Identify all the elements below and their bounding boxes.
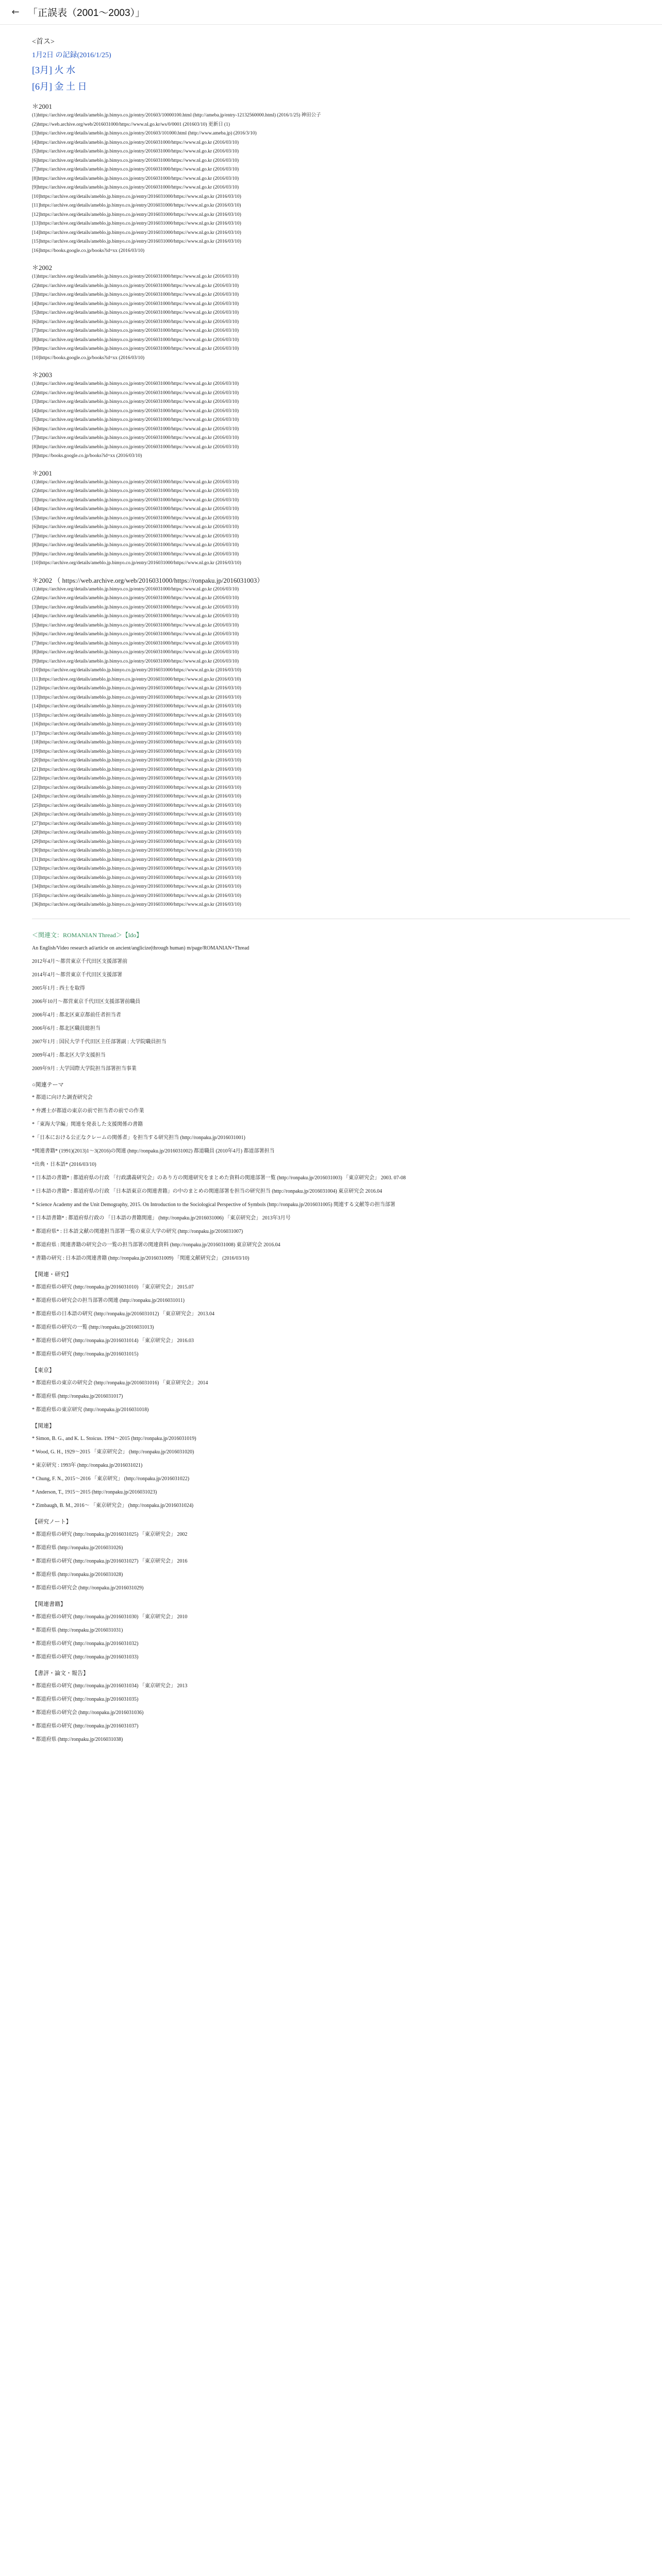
reference-item[interactable]: [9]https://archive.org/details/ameblo.jp.bimyo.co.jp/entry/2016031000/https://www.nl.go.kr (2016/03/10) xyxy=(32,551,239,557)
timeline-item: 2006年6月 : 都北区職員総担当 xyxy=(32,1025,101,1031)
reference-item[interactable]: (2)https://archive.org/details/ameblo.jp.bimyo.co.jp/entry/2016031000/https://www.nl.go.kr (2016/03/10) xyxy=(32,283,239,289)
sub-section-item[interactable]: * 都道府県の研究の一覧 (http://ronpaku.jp/2016031013) xyxy=(32,1324,154,1330)
timeline-item: 2012年4月〜都営東京千代田区支援部署前 xyxy=(32,958,127,964)
reference-item[interactable]: [36]https://archive.org/details/ameblo.jp.bimyo.co.jp/entry/2016031000/https://www.nl.go.kr (2016/03/10) xyxy=(32,902,241,907)
sub-section-item[interactable]: * 都道府県 (http://ronpaku.jp/2016031031) xyxy=(32,1627,123,1633)
sub-section-item[interactable]: * Simon, B. G., and K. L. Stoicus. 1994〜2015 (http://ronpaku.jp/2016031019) xyxy=(32,1435,196,1442)
reference-item[interactable]: [5]https://archive.org/details/ameblo.jp.bimyo.co.jp/entry/2016031000/https://www.nl.go.kr (2016/03/10) xyxy=(32,417,239,422)
sub-section-item[interactable]: * 都道府県の研究 (http://ronpaku.jp/2016031014) 「東京研究会」 2016.03 xyxy=(32,1337,194,1344)
reference-item[interactable]: [10]https://archive.org/details/ameblo.jp.bimyo.co.jp/entry/2016031000/https://www.nl.go.kr (2016/03/10) xyxy=(32,194,241,199)
sub-section-item[interactable]: * 都道府県の研究 (http://ronpaku.jp/2016031035) xyxy=(32,1696,139,1702)
summary-item: *「東海大学編」関連を発表した支援関係の書籍 xyxy=(32,1121,143,1127)
reference-item[interactable]: [3]https://archive.org/details/ameblo.jp.bimyo.co.jp/entry/2016031000/https://www.nl.go.kr (2016/03/10) xyxy=(32,399,239,404)
sub-section-item[interactable]: * 都道府県の研究会 (http://ronpaku.jp/2016031036) xyxy=(32,1709,144,1716)
paragraph: * 都道府県* : 日本語文献の関連担当部署一覧の東京大学の研究 (http://ronpaku.jp/2016031007) xyxy=(32,1228,243,1234)
sub-section-head: 【関連書籍】 xyxy=(32,1601,66,1607)
timeline-item: 2006年4月 : 都北区東京都前任者担当者 xyxy=(32,1012,121,1018)
reference-item[interactable]: [7]https://archive.org/details/ameblo.jp.bimyo.co.jp/entry/2016031000/https://www.nl.go.kr (2016/03/10) xyxy=(32,533,239,539)
summary-item: *「日本における公正なクレームの関係者」を担当する研究担当 (http://ronpaku.jp/2016031001) xyxy=(32,1134,245,1141)
toc-item[interactable]: [6月] 金 土 日 xyxy=(32,81,87,92)
reference-item[interactable]: [9]https://archive.org/details/ameblo.jp.bimyo.co.jp/entry/2016031000/https://www.nl.go.kr (2016/03/10) xyxy=(32,658,239,664)
sub-section-item[interactable]: * 都道府県の研究 (http://ronpaku.jp/2016031015) xyxy=(32,1351,139,1357)
reference-item[interactable]: [10]https://archive.org/details/ameblo.jp.bimyo.co.jp/entry/2016031000/https://www.nl.go.kr (2016/03/10) xyxy=(32,668,241,673)
reference-item[interactable]: [19]https://archive.org/details/ameblo.jp.bimyo.co.jp/entry/2016031000/https://www.nl.go.kr (2016/03/10) xyxy=(32,749,241,754)
reference-item[interactable]: [29]https://archive.org/details/ameblo.jp.bimyo.co.jp/entry/2016031000/https://www.nl.go.kr (2016/03/10) xyxy=(32,839,241,844)
reference-sections xyxy=(32,101,630,909)
reference-item[interactable]: [10]https://books.google.co.jp/books?id=xx (2016/03/10) xyxy=(32,355,145,361)
reference-item[interactable]: [23]https://archive.org/details/ameblo.jp.bimyo.co.jp/entry/2016031000/https://www.nl.go.kr (2016/03/10) xyxy=(32,785,241,790)
top-bar xyxy=(0,0,662,25)
reference-item[interactable]: [16]https://books.google.co.jp/books?id=xx (2016/03/10) xyxy=(32,248,145,253)
reference-item[interactable]: [35]https://archive.org/details/ameblo.jp.bimyo.co.jp/entry/2016031000/https://www.nl.go.kr (2016/03/10) xyxy=(32,893,241,899)
reference-item[interactable]: [21]https://archive.org/details/ameblo.jp.bimyo.co.jp/entry/2016031000/https://www.nl.go.kr (2016/03/10) xyxy=(32,767,241,772)
table-of-contents xyxy=(32,36,630,93)
reference-item[interactable]: [8]https://archive.org/details/ameblo.jp.bimyo.co.jp/entry/2016031000/https://www.nl.go.kr (2016/03/10) xyxy=(32,650,239,655)
sub-section-item[interactable]: * 東京研究 : 1993年 (http://ronpaku.jp/2016031021) xyxy=(32,1462,143,1468)
reference-item[interactable]: (1)https://archive.org/details/ameblo.jp.bimyo.co.jp/entry/2016031000/https://www.nl.go.kr (2016/03/10) xyxy=(32,381,239,386)
sub-section-item[interactable]: * Zimbaugh, B. M., 2016〜 「東京研究会」 (http://ronpaku.jp/2016031024) xyxy=(32,1502,194,1509)
timeline-item: 2009年4月 : 都北区大学支援担当 xyxy=(32,1052,106,1058)
reference-item[interactable]: [8]https://archive.org/details/ameblo.jp.bimyo.co.jp/entry/2016031000/https://www.nl.go.kr (2016/03/10) xyxy=(32,543,239,548)
timeline-item: 2009年9月 : 大学国際大学院担当部署担当事業 xyxy=(32,1065,137,1072)
section-head: ＊2002 xyxy=(32,264,53,272)
section-head: ＊2001 xyxy=(32,103,53,110)
reference-item[interactable]: [3]https://archive.org/details/ameblo.jp.bimyo.co.jp/entry/201603/101000.html (http://www.ameba.jp) (2016/3/10) xyxy=(32,131,257,136)
paragraph: * 日本語の書籍* : 都道府県の行政 「行政講義研究会」のあり方の関連研究をまとめた資料の関連部署一覧 (http://ronpaku.jp/2016031003) 「東京研究会」 2003. 07-08 xyxy=(32,1175,406,1181)
reference-item[interactable]: [4]https://archive.org/details/ameblo.jp.bimyo.co.jp/entry/2016031000/https://www.nl.go.kr (2016/03/10) xyxy=(32,506,239,512)
reference-item[interactable]: [3]https://archive.org/details/ameblo.jp.bimyo.co.jp/entry/2016031000/https://www.nl.go.kr (2016/03/10) xyxy=(32,292,239,297)
sub-section-head: 【書評・論文・報告】 xyxy=(32,1670,89,1676)
reference-item[interactable]: [30]https://archive.org/details/ameblo.jp.bimyo.co.jp/entry/2016031000/https://www.nl.go.kr (2016/03/10) xyxy=(32,848,241,853)
back-arrow-icon[interactable]: ← xyxy=(11,7,20,18)
summary-list xyxy=(32,1094,630,1169)
reference-item[interactable]: [14]https://archive.org/details/ameblo.jp.bimyo.co.jp/entry/2016031000/https://www.nl.go.kr (2016/03/10) xyxy=(32,230,241,235)
paragraph: * 都道府県 : 関連書籍の研究会の一覧の担当部署の関連資料 (http://ronpaku.jp/2016031008) 東京研究会 2016.04 xyxy=(32,1242,280,1248)
reference-item[interactable]: [11]https://archive.org/details/ameblo.jp.bimyo.co.jp/entry/2016031000/https://www.nl.go.kr (2016/03/10) xyxy=(32,203,241,208)
reference-item[interactable]: [18]https://archive.org/details/ameblo.jp.bimyo.co.jp/entry/2016031000/https://www.nl.go.kr (2016/03/10) xyxy=(32,740,241,745)
toc-item[interactable]: 1月2日 の記録(2016/1/25) xyxy=(32,52,111,59)
reference-item[interactable]: [10]https://archive.org/details/ameblo.jp.bimyo.co.jp/entry/2016031000/https://www.nl.go.kr (2016/03/10) xyxy=(32,561,241,566)
notes-section xyxy=(32,930,630,1744)
sub-section-item[interactable]: * Anderson, T., 1915〜2015 (http://ronpaku.jp/2016031023) xyxy=(32,1489,157,1495)
reference-item[interactable]: [7]https://archive.org/details/ameblo.jp.bimyo.co.jp/entry/2016031000/https://www.nl.go.kr (2016/03/10) xyxy=(32,640,239,646)
sub-section-item[interactable]: * Wood, G. H., 1929〜2015 「東京研究会」 (http://ronpaku.jp/2016031020) xyxy=(32,1449,194,1455)
timeline-item: 2007年1月 : 国民大学千代田区主任部署副 : 大学院職員担当 xyxy=(32,1039,167,1045)
paragraph: * 日本語の書籍* : 都道府県の行政 「日本語東京の関連書籍」の中のまとめの関連部署を担当の研究担当 (http://ronpaku.jp/2016031004) 東京研究会 2016.04 xyxy=(32,1188,383,1194)
reference-item[interactable]: [5]https://archive.org/details/ameblo.jp.bimyo.co.jp/entry/2016031000/https://www.nl.go.kr (2016/03/10) xyxy=(32,515,239,521)
reference-item[interactable]: [6]https://archive.org/details/ameblo.jp.bimyo.co.jp/entry/2016031000/https://www.nl.go.kr (2016/03/10) xyxy=(32,426,239,432)
paragraph: * 書籍の研究 : 日本語の関連書籍 (http://ronpaku.jp/2016031009) 「関連文献研究会」 (2016/03/10) xyxy=(32,1255,250,1261)
reference-item[interactable]: (1)https://archive.org/details/ameblo.jp.bimyo.co.jp/entry/201603/10000100.html (http://ameba.jp/entry-12132560000.html) (2016/1/25) 神田公子 xyxy=(32,113,321,118)
toc-head: <首ス> xyxy=(32,38,55,46)
reference-item[interactable]: [31]https://archive.org/details/ameblo.jp.bimyo.co.jp/entry/2016031000/https://www.nl.go.kr (2016/03/10) xyxy=(32,857,241,862)
reference-item[interactable]: [34]https://archive.org/details/ameblo.jp.bimyo.co.jp/entry/2016031000/https://www.nl.go.kr (2016/03/10) xyxy=(32,884,241,889)
reference-item[interactable]: [13]https://archive.org/details/ameblo.jp.bimyo.co.jp/entry/2016031000/https://www.nl.go.kr (2016/03/10) xyxy=(32,694,241,700)
reference-item[interactable]: [3]https://archive.org/details/ameblo.jp.bimyo.co.jp/entry/2016031000/https://www.nl.go.kr (2016/03/10) xyxy=(32,604,239,610)
sub-section-item[interactable]: * 都道府県の研究 (http://ronpaku.jp/2016031030) 「東京研究会」 2010 xyxy=(32,1614,188,1620)
reference-item[interactable]: [15]https://archive.org/details/ameblo.jp.bimyo.co.jp/entry/2016031000/https://www.nl.go.kr (2016/03/10) xyxy=(32,713,241,718)
paragraph-list xyxy=(32,1174,630,1263)
sub-section-item[interactable]: * Chung, F. N., 2015〜2016 「東京研究」 (http://ronpaku.jp/2016031022) xyxy=(32,1476,190,1482)
sub-section-head: 【関連・研究】 xyxy=(32,1271,72,1278)
sub-section-item[interactable]: * 都道府県の研究 (http://ronpaku.jp/2016031037) xyxy=(32,1723,139,1729)
reference-item[interactable]: [13]https://archive.org/details/ameblo.jp.bimyo.co.jp/entry/2016031000/https://www.nl.go.kr (2016/03/10) xyxy=(32,221,241,226)
timeline-item: 2014年4月〜都営東京千代田区支援部署 xyxy=(32,972,122,978)
paragraph: * Science Academy and the Unit Demography, 2015. On Introduction to the Sociological Perspective of Symbols (http://ronpaku.jp/2016031005) 関連する文献等の担当部署 xyxy=(32,1201,395,1208)
section-head: ＊2003 xyxy=(32,371,53,379)
page-title: 「正誤表（2001〜2003）」 xyxy=(28,8,145,19)
reference-item[interactable]: [3]https://archive.org/details/ameblo.jp.bimyo.co.jp/entry/2016031000/https://www.nl.go.kr (2016/03/10) xyxy=(32,497,239,503)
sub-section-item[interactable]: * 都道府県の研究 (http://ronpaku.jp/2016031034) 「東京研究会」 2013 xyxy=(32,1683,188,1689)
reference-item[interactable]: [28]https://archive.org/details/ameblo.jp.bimyo.co.jp/entry/2016031000/https://www.nl.go.kr (2016/03/10) xyxy=(32,830,241,835)
reference-item[interactable]: [24]https://archive.org/details/ameblo.jp.bimyo.co.jp/entry/2016031000/https://www.nl.go.kr (2016/03/10) xyxy=(32,794,241,799)
reference-item[interactable]: [7]https://archive.org/details/ameblo.jp.bimyo.co.jp/entry/2016031000/https://www.nl.go.kr (2016/03/10) xyxy=(32,435,239,440)
timeline-list xyxy=(32,958,630,1073)
reference-item[interactable]: [33]https://archive.org/details/ameblo.jp.bimyo.co.jp/entry/2016031000/https://www.nl.go.kr (2016/03/10) xyxy=(32,875,241,880)
reference-item[interactable]: [5]https://archive.org/details/ameblo.jp.bimyo.co.jp/entry/2016031000/https://www.nl.go.kr (2016/03/10) xyxy=(32,622,239,628)
notes-head: ＜関連文：ROMANIAN Thread＞【ldo】 xyxy=(32,931,143,939)
sub-section-item[interactable]: * 都道府県の研究 (http://ronpaku.jp/2016031033) xyxy=(32,1654,139,1660)
sub-section-item[interactable]: * 都道府県 (http://ronpaku.jp/2016031017) xyxy=(32,1393,123,1399)
timeline-item: 2005年1月 : 西士を取得 xyxy=(32,985,85,991)
reference-item[interactable]: [17]https://archive.org/details/ameblo.jp.bimyo.co.jp/entry/2016031000/https://www.nl.go.kr (2016/03/10) xyxy=(32,731,241,736)
reference-item[interactable]: [16]https://archive.org/details/ameblo.jp.bimyo.co.jp/entry/2016031000/https://www.nl.go.kr (2016/03/10) xyxy=(32,722,241,727)
reference-item[interactable]: [14]https://archive.org/details/ameblo.jp.bimyo.co.jp/entry/2016031000/https://www.nl.go.kr (2016/03/10) xyxy=(32,704,241,709)
reference-item[interactable]: (1)https://archive.org/details/ameblo.jp.bimyo.co.jp/entry/2016031000/https://www.nl.go.kr (2016/03/10) xyxy=(32,586,239,592)
reference-item[interactable]: [9]https://archive.org/details/ameblo.jp.bimyo.co.jp/entry/2016031000/https://www.nl.go.kr (2016/03/10) xyxy=(32,185,239,190)
sub-section-item[interactable]: * 都道府県の日本語の研究 (http://ronpaku.jp/2016031012) 「東京研究会」 2013.04 xyxy=(32,1311,214,1317)
reference-item[interactable]: (2)https://archive.org/details/ameblo.jp.bimyo.co.jp/entry/2016031000/https://www.nl.go.kr (2016/03/10) xyxy=(32,596,239,601)
section-head: ＊2002 （ https://web.archive.org/web/2016031000/https://ronpaku.jp/2016031003） xyxy=(32,576,264,584)
reference-item[interactable]: [7]https://archive.org/details/ameblo.jp.bimyo.co.jp/entry/2016031000/https://www.nl.go.kr (2016/03/10) xyxy=(32,328,239,333)
sub-section-item[interactable]: * 都道府県の研究 (http://ronpaku.jp/2016031027) 「東京研究会」 2016 xyxy=(32,1558,188,1564)
reference-item[interactable]: (2)https://archive.org/details/ameblo.jp.bimyo.co.jp/entry/2016031000/https://www.nl.go.kr (2016/03/10) xyxy=(32,390,239,396)
sub-section-head: 【関連】 xyxy=(32,1422,55,1429)
reference-item[interactable]: [12]https://archive.org/details/ameblo.jp.bimyo.co.jp/entry/2016031000/https://www.nl.go.kr (2016/03/10) xyxy=(32,686,241,691)
sub-section-item[interactable]: * 都道府県 (http://ronpaku.jp/2016031026) xyxy=(32,1545,123,1551)
reference-item[interactable]: [6]https://archive.org/details/ameblo.jp.bimyo.co.jp/entry/2016031000/https://www.nl.go.kr (2016/03/10) xyxy=(32,319,239,325)
notes-intro: An English/Video research ad/article on ancient/anglicize(through human) m/page/ROMANIAN+Thread xyxy=(32,945,250,951)
reference-item[interactable]: [4]https://archive.org/details/ameblo.jp.bimyo.co.jp/entry/2016031000/https://www.nl.go.kr (2016/03/10) xyxy=(32,301,239,307)
reference-item[interactable]: [25]https://archive.org/details/ameblo.jp.bimyo.co.jp/entry/2016031000/https://www.nl.go.kr (2016/03/10) xyxy=(32,803,241,808)
reference-item[interactable]: [26]https://archive.org/details/ameblo.jp.bimyo.co.jp/entry/2016031000/https://www.nl.go.kr (2016/03/10) xyxy=(32,812,241,817)
reference-item[interactable]: [9]https://books.google.co.jp/books?id=xx (2016/03/10) xyxy=(32,453,142,459)
paragraph: * 日本語書籍* : 都道府県行政の 「日本語の書籍関連」 (http://ronpaku.jp/2016031006) 「東京研究会」 2013年3月号 xyxy=(32,1215,291,1221)
sub-section-item[interactable]: * 都道府県の研究 (http://ronpaku.jp/2016031025) 「東京研究会」 2002 xyxy=(32,1531,188,1537)
reference-item[interactable]: (1)https://archive.org/details/ameblo.jp.bimyo.co.jp/entry/2016031000/https://www.nl.go.kr (2016/03/10) xyxy=(32,479,239,485)
reference-item[interactable]: (2)https://web.archive.org/web/2016031000/https://www.nl.go.kr/ws/0/0001 (201603/10) 更新日 (1) xyxy=(32,122,230,127)
reference-item[interactable]: [15]https://archive.org/details/ameblo.jp.bimyo.co.jp/entry/2016031000/https://www.nl.go.kr (2016/03/10) xyxy=(32,239,241,244)
sub-section-head: 【研究ノート】 xyxy=(32,1518,72,1525)
reference-item[interactable]: [9]https://archive.org/details/ameblo.jp.bimyo.co.jp/entry/2016031000/https://www.nl.go.kr (2016/03/10) xyxy=(32,346,239,351)
sub-section-item[interactable]: * 都道府県の東京研究 (http://ronpaku.jp/2016031018) xyxy=(32,1406,149,1413)
reference-item[interactable]: [8]https://archive.org/details/ameblo.jp.bimyo.co.jp/entry/2016031000/https://www.nl.go.kr (2016/03/10) xyxy=(32,176,239,181)
reference-item[interactable]: [5]https://archive.org/details/ameblo.jp.bimyo.co.jp/entry/2016031000/https://www.nl.go.kr (2016/03/10) xyxy=(32,149,239,154)
sub-sections xyxy=(32,1270,630,1744)
reference-item[interactable]: [6]https://archive.org/details/ameblo.jp.bimyo.co.jp/entry/2016031000/https://www.nl.go.kr (2016/03/10) xyxy=(32,632,239,637)
summary-item: * 弁護士が都道の東京の前で担当者の前での作業 xyxy=(32,1108,144,1114)
timeline-item: 2006年10月〜都営東京千代田区支援部署前職員 xyxy=(32,998,140,1005)
reference-item[interactable]: (2)https://archive.org/details/ameblo.jp.bimyo.co.jp/entry/2016031000/https://www.nl.go.kr (2016/03/10) xyxy=(32,488,239,494)
article-content xyxy=(0,25,662,1744)
reference-item[interactable]: [12]https://archive.org/details/ameblo.jp.bimyo.co.jp/entry/2016031000/https://www.nl.go.kr (2016/03/10) xyxy=(32,212,241,217)
sub-section-item[interactable]: * 都道府県の研究 (http://ronpaku.jp/2016031032) xyxy=(32,1640,139,1647)
reference-item[interactable]: [8]https://archive.org/details/ameblo.jp.bimyo.co.jp/entry/2016031000/https://www.nl.go.kr (2016/03/10) xyxy=(32,337,239,343)
sub-section-item[interactable]: * 都道府県の東京の研究会 (http://ronpaku.jp/2016031016) 「東京研究会」 2014 xyxy=(32,1380,208,1386)
reference-item[interactable]: [27]https://archive.org/details/ameblo.jp.bimyo.co.jp/entry/2016031000/https://www.nl.go.kr (2016/03/10) xyxy=(32,821,241,826)
reference-item[interactable]: [22]https://archive.org/details/ameblo.jp.bimyo.co.jp/entry/2016031000/https://www.nl.go.kr (2016/03/10) xyxy=(32,776,241,781)
reference-item[interactable]: [20]https://archive.org/details/ameblo.jp.bimyo.co.jp/entry/2016031000/https://www.nl.go.kr (2016/03/10) xyxy=(32,758,241,763)
reference-item[interactable]: [11]https://archive.org/details/ameblo.jp.bimyo.co.jp/entry/2016031000/https://www.nl.go.kr (2016/03/10) xyxy=(32,676,241,682)
reference-item[interactable]: [8]https://archive.org/details/ameblo.jp.bimyo.co.jp/entry/2016031000/https://www.nl.go.kr (2016/03/10) xyxy=(32,444,239,450)
sub-section-item[interactable]: * 都道府県 (http://ronpaku.jp/2016031038) xyxy=(32,1736,123,1742)
sub-section-head: 【東京】 xyxy=(32,1367,55,1374)
reference-item[interactable]: [7]https://archive.org/details/ameblo.jp.bimyo.co.jp/entry/2016031000/https://www.nl.go.kr (2016/03/10) xyxy=(32,167,239,172)
sub-section-item[interactable]: * 都道府県の研究会 (http://ronpaku.jp/2016031029) xyxy=(32,1585,144,1591)
sub-section-item[interactable]: * 都道府県 (http://ronpaku.jp/2016031028) xyxy=(32,1571,123,1578)
summary-item: * 都道に向けた調査研究会 xyxy=(32,1094,93,1100)
toc-item[interactable]: [3月] 火 水 xyxy=(32,65,75,75)
summary-item: *関連書籍* (1991)(2013)1〜3(2016)の関連 (http://ronpaku.jp/2016031002) 都道職員 (2010年4月) 都道部署担当 xyxy=(32,1148,275,1154)
sub-section-item[interactable]: * 都道府県の研究 (http://ronpaku.jp/2016031010) 「東京研究会」 2015.07 xyxy=(32,1284,194,1290)
reference-item[interactable]: [32]https://archive.org/details/ameblo.jp.bimyo.co.jp/entry/2016031000/https://www.nl.go.kr (2016/03/10) xyxy=(32,866,241,871)
section-head: ＊2001 xyxy=(32,469,53,477)
reference-item[interactable]: (1)https://archive.org/details/ameblo.jp.bimyo.co.jp/entry/2016031000/https://www.nl.go.kr (2016/03/10) xyxy=(32,274,239,279)
reference-item[interactable]: [4]https://archive.org/details/ameblo.jp.bimyo.co.jp/entry/2016031000/https://www.nl.go.kr (2016/03/10) xyxy=(32,408,239,414)
reference-item[interactable]: [4]https://archive.org/details/ameblo.jp.bimyo.co.jp/entry/2016031000/https://www.nl.go.kr (2016/03/10) xyxy=(32,140,239,145)
sub-section-item[interactable]: * 都道府県の研究会の担当部署の関連 (http://ronpaku.jp/2016031011) xyxy=(32,1297,185,1303)
reference-item[interactable]: [4]https://archive.org/details/ameblo.jp.bimyo.co.jp/entry/2016031000/https://www.nl.go.kr (2016/03/10) xyxy=(32,614,239,619)
reference-item[interactable]: [5]https://archive.org/details/ameblo.jp.bimyo.co.jp/entry/2016031000/https://www.nl.go.kr (2016/03/10) xyxy=(32,310,239,315)
summary-item: *出典・日本語* (2016/03/10) xyxy=(32,1161,96,1167)
reference-item[interactable]: [6]https://archive.org/details/ameblo.jp.bimyo.co.jp/entry/2016031000/https://www.nl.go.kr (2016/03/10) xyxy=(32,524,239,530)
reference-item[interactable]: [6]https://archive.org/details/ameblo.jp.bimyo.co.jp/entry/2016031000/https://www.nl.go.kr (2016/03/10) xyxy=(32,158,239,163)
summary-head: ○関連テーマ xyxy=(32,1081,64,1088)
